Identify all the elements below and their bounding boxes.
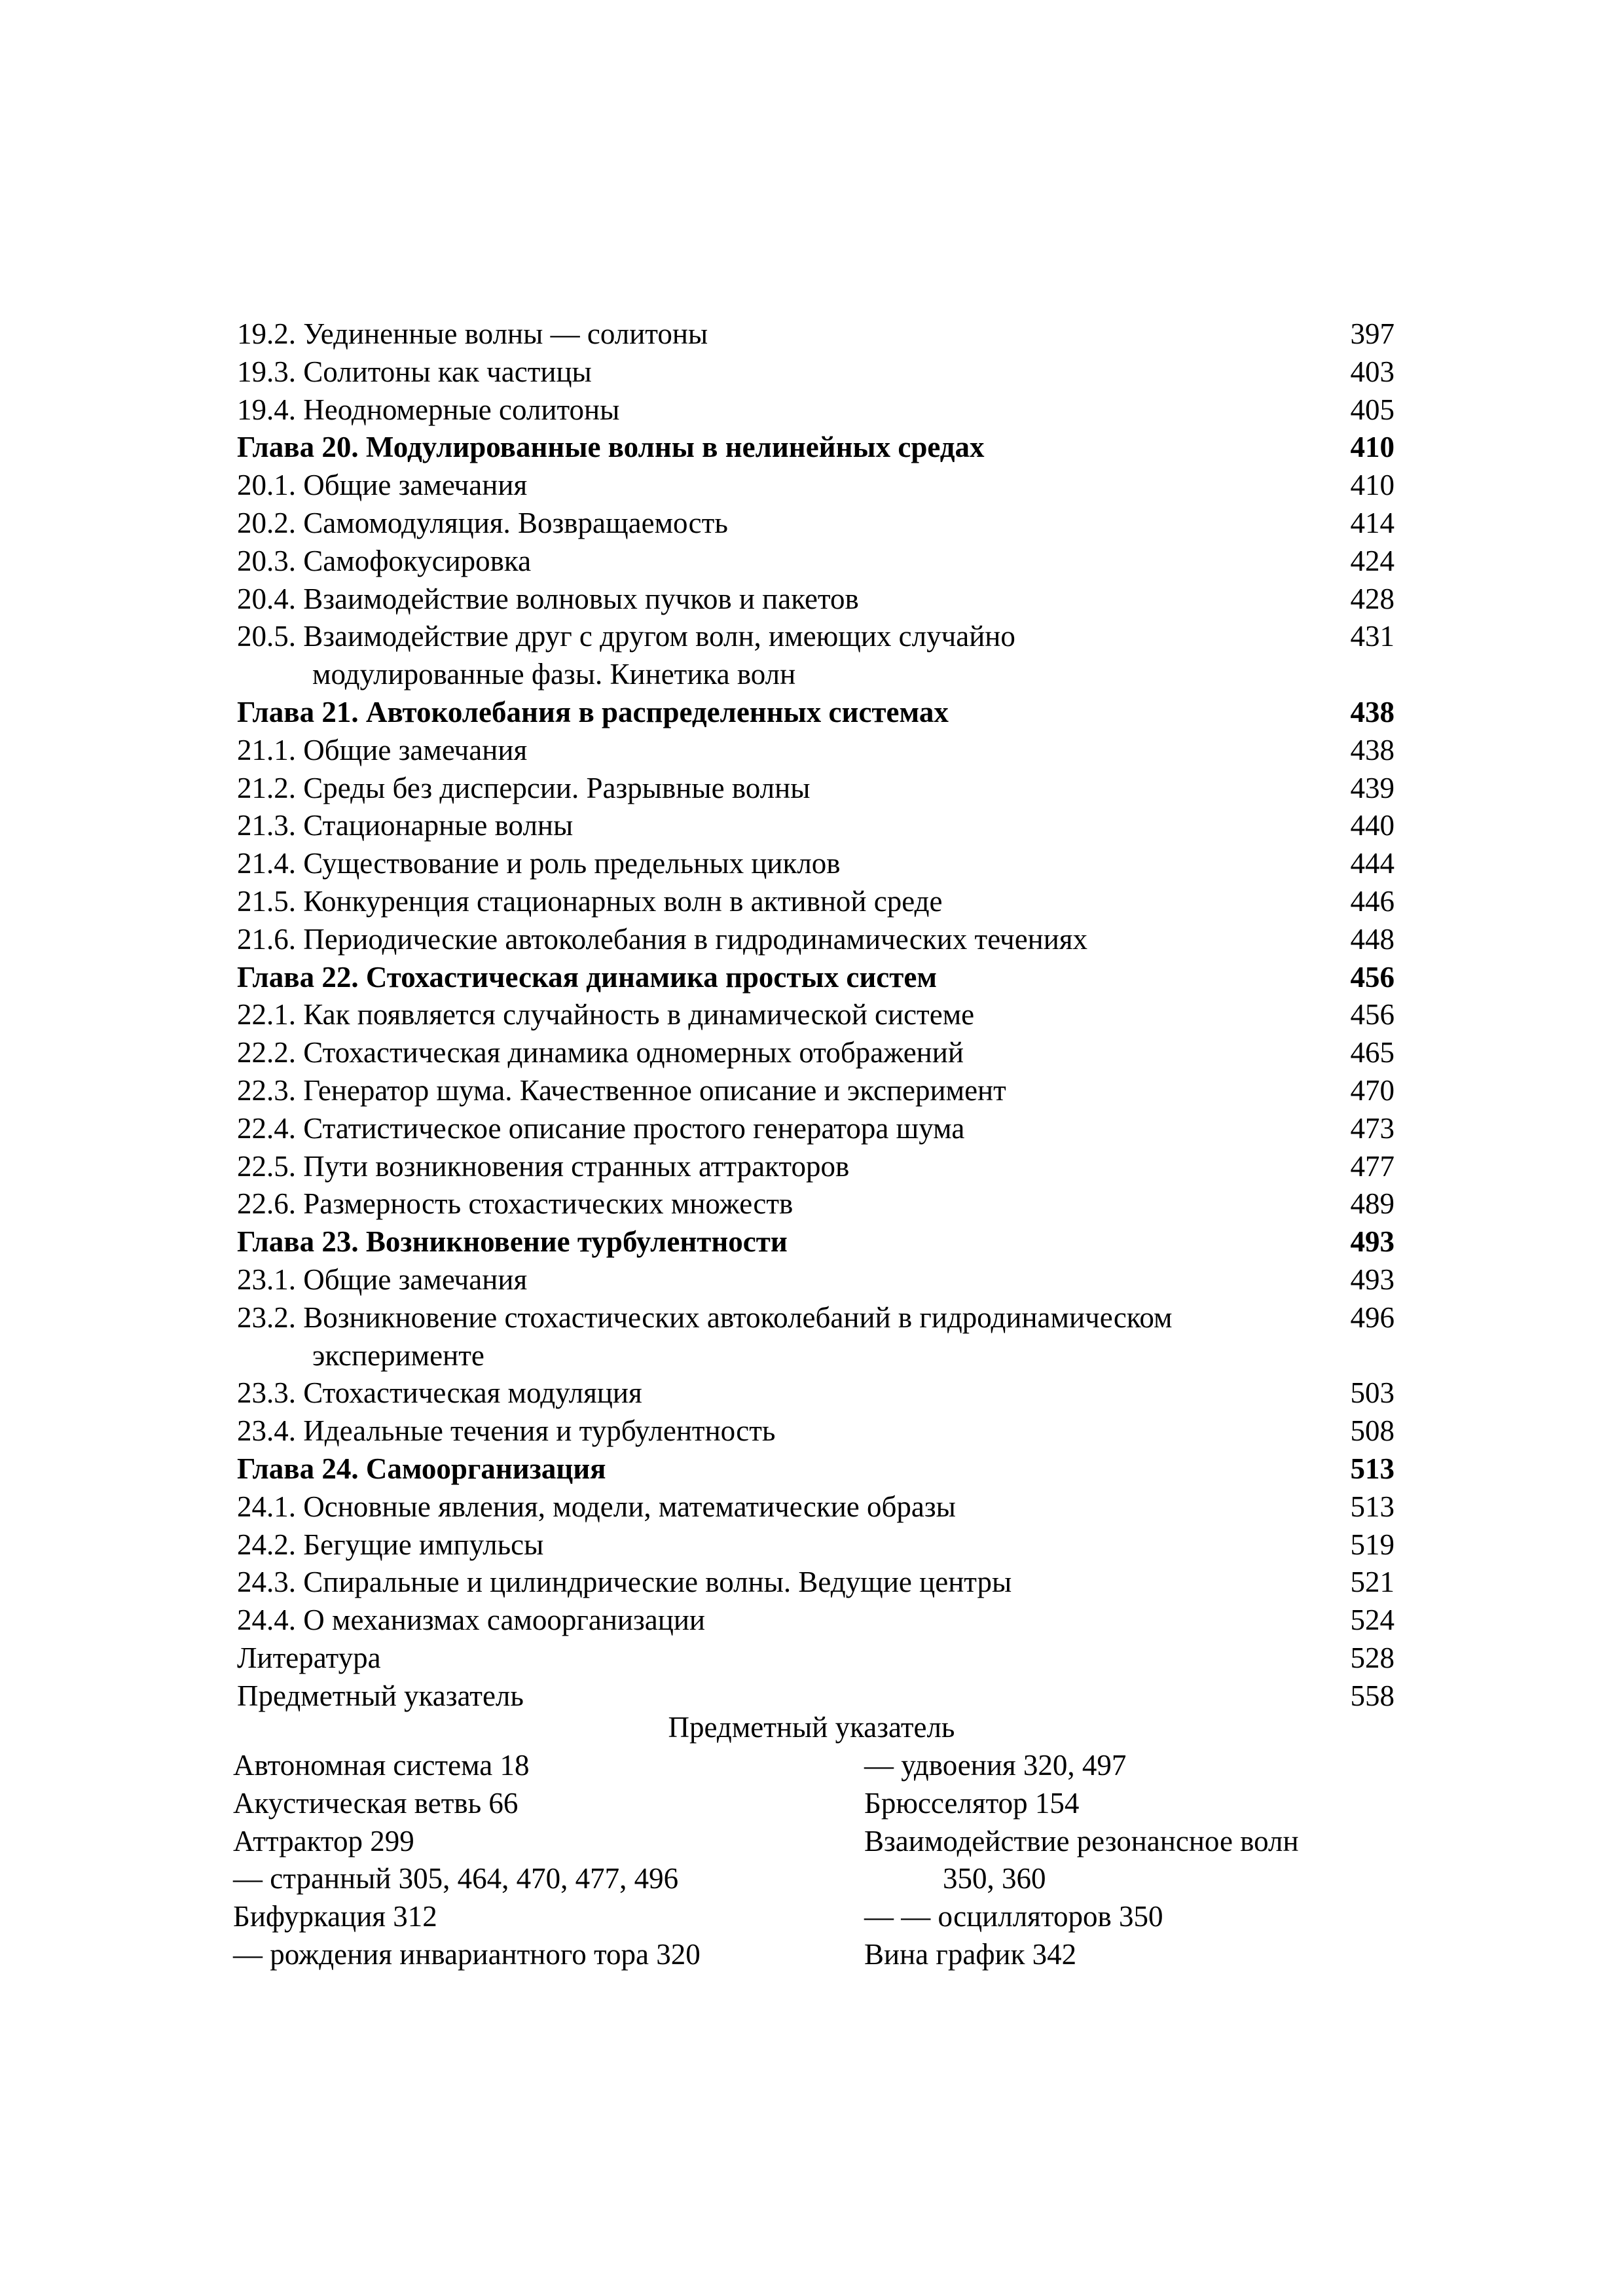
toc-entry-title <box>237 807 1351 845</box>
toc-page-number: 438 <box>1350 733 1395 766</box>
toc-page-number: 439 <box>1350 771 1395 804</box>
toc-entry-number: 24.4. <box>237 1604 296 1637</box>
subject-index-heading: Предметный указатель <box>668 1711 955 1744</box>
toc-entry-number: 21.5. <box>237 884 296 918</box>
toc-entry-number: Глава 24. <box>237 1452 359 1485</box>
toc-section-row <box>237 732 1395 770</box>
toc-entry-text: Конкуренция стационарных волн в активной среде <box>303 884 943 918</box>
toc-page-number: 410 <box>1350 469 1395 502</box>
index-entry <box>864 1898 1388 1936</box>
index-entry-text: Акустическая ветвь 66 <box>233 1786 519 1820</box>
toc-section-row <box>237 1374 1395 1412</box>
toc-entry-number: 20.1. <box>237 469 296 502</box>
toc-entry-title <box>237 391 1351 429</box>
toc-chapter-row <box>237 429 1395 467</box>
toc-chapter-row <box>237 959 1395 997</box>
index-entry <box>233 1936 822 1974</box>
toc-entry-text: О механизмах самоорганизации <box>303 1604 705 1637</box>
toc-entry-number: Глава 20. <box>237 431 359 464</box>
toc-entry-text: Возникновение турбулентности <box>365 1225 788 1259</box>
toc-entry-number: 21.1. <box>237 733 296 766</box>
toc-section-row <box>237 543 1395 581</box>
toc-page-number: 405 <box>1350 393 1395 426</box>
toc-section-row <box>237 1526 1395 1564</box>
toc-section-row <box>237 883 1395 921</box>
toc-entry-title <box>237 1072 1351 1110</box>
toc-entry-text: Спиральные и цилиндрические волны. Ведущие центры <box>303 1566 1012 1599</box>
index-entry-text: Бифуркация 312 <box>233 1900 437 1933</box>
toc-entry-number: 22.1. <box>237 998 296 1031</box>
toc-section-row <box>237 1261 1395 1299</box>
index-entry <box>864 1823 1388 1899</box>
toc-entry-title <box>237 1564 1351 1602</box>
index-entry-text: Брюсселятор 154 <box>864 1786 1080 1820</box>
toc-entry-text: Литература <box>237 1641 381 1674</box>
toc-section-row <box>237 505 1395 543</box>
toc-entry-title <box>237 581 1351 619</box>
toc-page-number: 477 <box>1350 1149 1395 1183</box>
toc-page-number: 448 <box>1350 922 1395 956</box>
toc-entry-number: 24.1. <box>237 1490 296 1523</box>
toc-page-number: 503 <box>1350 1376 1395 1410</box>
toc-section-row <box>237 1034 1395 1072</box>
toc-section-row <box>237 1299 1395 1375</box>
toc-section-row <box>237 1148 1395 1186</box>
toc-entry-number: Глава 21. <box>237 695 359 728</box>
toc-page-number: 513 <box>1350 1452 1395 1485</box>
toc-entry-title <box>237 845 1351 883</box>
toc-section-row <box>237 1640 1395 1677</box>
toc-entry-number: 21.4. <box>237 847 296 880</box>
toc-entry-text: Общие замечания <box>303 733 528 766</box>
toc-entry-number: 23.4. <box>237 1414 296 1448</box>
toc-entry-number: 20.4. <box>237 582 296 615</box>
toc-section-row <box>237 581 1395 619</box>
toc-entry-title <box>237 353 1351 391</box>
toc-page-number: 397 <box>1350 317 1395 350</box>
index-entry-continuation: 350, 360 <box>943 1862 1046 1895</box>
toc-page-number: 558 <box>1350 1679 1395 1712</box>
toc-page-number: 440 <box>1350 809 1395 842</box>
toc-page-number: 496 <box>1350 1300 1395 1334</box>
toc-entry-title <box>237 1034 1351 1072</box>
subject-index-left-column <box>233 1747 822 1974</box>
toc-entry-number: 22.3. <box>237 1073 296 1107</box>
index-entry <box>233 1823 822 1861</box>
toc-entry-number: 23.1. <box>237 1263 296 1296</box>
toc-entry-number: Глава 23. <box>237 1225 359 1259</box>
toc-section-row <box>237 1110 1395 1148</box>
toc-entry-number: 20.3. <box>237 544 296 577</box>
toc-entry-text: Среды без дисперсии. Разрывные волны <box>303 771 811 804</box>
toc-entry-text: Генератор шума. Качественное описание и эксперимент <box>303 1073 1006 1107</box>
toc-entry-number: 22.5. <box>237 1149 296 1183</box>
index-entry <box>233 1860 822 1898</box>
toc-section-row <box>237 807 1395 845</box>
toc-entry-text: Бегущие импульсы <box>303 1528 544 1561</box>
toc-entry-text: Модулированные волны в нелинейных средах <box>365 431 985 464</box>
toc-entry-text: Стохастическая динамика одномерных отображений <box>303 1036 964 1069</box>
toc-entry-title <box>237 996 1351 1034</box>
toc-entry-number: 24.3. <box>237 1566 296 1599</box>
toc-entry-number: Глава 22. <box>237 960 359 994</box>
toc-section-row <box>237 315 1395 353</box>
subject-index-right-column <box>864 1747 1388 1974</box>
toc-entry-text: Солитоны как частицы <box>303 355 592 388</box>
toc-entry-number: 21.6. <box>237 922 296 956</box>
index-entry <box>864 1936 1388 1974</box>
toc-entry-title <box>237 1640 1351 1677</box>
toc-entry-title <box>237 543 1351 581</box>
toc-entry-title <box>237 1261 1351 1299</box>
toc-entry-title <box>237 467 1351 505</box>
toc-entry-text: Стохастическая модуляция <box>303 1376 642 1410</box>
toc-entry-title <box>237 1223 1351 1261</box>
toc-page-number: 410 <box>1350 431 1395 464</box>
toc-entry-number: 21.2. <box>237 771 296 804</box>
toc-section-row <box>237 1412 1395 1450</box>
toc-entry-title <box>237 732 1351 770</box>
toc-page-number: 403 <box>1350 355 1395 388</box>
toc-entry-title <box>237 694 1351 732</box>
index-entry <box>233 1747 822 1785</box>
toc-page-number: 528 <box>1350 1641 1395 1674</box>
toc-section-row <box>237 1602 1395 1640</box>
toc-entry-title <box>237 1602 1351 1640</box>
index-entry-text: Вина график 342 <box>864 1937 1077 1971</box>
toc-entry-title <box>237 770 1351 808</box>
toc-entry-text: Стационарные волны <box>303 809 574 842</box>
toc-section-row <box>237 353 1395 391</box>
toc-entry-number: 19.4. <box>237 393 296 426</box>
toc-page-number: 493 <box>1350 1225 1395 1259</box>
toc-page-number: 444 <box>1350 847 1395 880</box>
toc-entry-continuation: эксперименте <box>312 1338 484 1372</box>
toc-section-row <box>237 845 1395 883</box>
toc-entry-text: Уединенные волны — солитоны <box>303 317 708 350</box>
toc-page-number: 470 <box>1350 1073 1395 1107</box>
toc-section-row <box>237 618 1395 694</box>
toc-entry-title <box>237 1185 1351 1223</box>
toc-entry-text: Общие замечания <box>303 469 528 502</box>
index-entry-text: — рождения инвариантного тора 320 <box>233 1937 701 1971</box>
toc-entry-text: Возникновение стохастических автоколебаний в гидродинамическом <box>303 1300 1173 1334</box>
index-entry <box>864 1747 1388 1785</box>
index-entry-text: Аттрактор 299 <box>233 1824 414 1857</box>
toc-page-number: 428 <box>1350 582 1395 615</box>
toc-entry-text: Самофокусировка <box>303 544 532 577</box>
toc-page-number: 513 <box>1350 1490 1395 1523</box>
toc-entry-title <box>237 429 1351 467</box>
index-entry <box>233 1898 822 1936</box>
toc-entry-title <box>237 1526 1351 1564</box>
toc-entry-text: Существование и роль предельных циклов <box>303 847 841 880</box>
toc-page-number: 456 <box>1350 998 1395 1031</box>
toc-entry-text: Взаимодействие волновых пучков и пакетов <box>303 582 859 615</box>
toc-page-number: 414 <box>1350 506 1395 539</box>
toc-entry-number: 20.2. <box>237 506 296 539</box>
index-entry-text: Автономная система 18 <box>233 1749 530 1782</box>
toc-entry-text: Стохастическая динамика простых систем <box>365 960 937 994</box>
toc-entry-number: 19.3. <box>237 355 296 388</box>
toc-entry-title <box>237 1488 1351 1526</box>
toc-entry-title <box>237 959 1351 997</box>
toc-entry-title <box>237 1450 1351 1488</box>
toc-entry-text: Как появляется случайность в динамической системе <box>303 998 975 1031</box>
toc-entry-number: 23.3. <box>237 1376 296 1410</box>
toc-entry-continuation: модулированные фазы. Кинетика волн <box>312 658 796 691</box>
toc-entry-text: Статистическое описание простого генератора шума <box>303 1111 965 1145</box>
index-entry <box>233 1785 822 1823</box>
toc-chapter-row <box>237 1450 1395 1488</box>
toc-page-number: 431 <box>1350 620 1395 653</box>
toc-page-number: 489 <box>1350 1187 1395 1221</box>
toc-section-row <box>237 1185 1395 1223</box>
toc-entry-number: 22.2. <box>237 1036 296 1069</box>
toc-entry-text: Пути возникновения странных аттракторов <box>303 1149 850 1183</box>
toc-entry-title <box>237 505 1351 543</box>
toc-section-row <box>237 1488 1395 1526</box>
toc-entry-number: 20.5. <box>237 620 296 653</box>
toc-section-row <box>237 996 1395 1034</box>
toc-entry-title <box>237 1110 1351 1148</box>
toc-entry-text: Размерность стохастических множеств <box>303 1187 793 1221</box>
index-entry <box>864 1785 1388 1823</box>
toc-entry-title <box>237 921 1351 959</box>
toc-entry-text: Идеальные течения и турбулентность <box>303 1414 776 1448</box>
toc-section-row <box>237 1564 1395 1602</box>
toc-section-row <box>237 467 1395 505</box>
toc-entry-title <box>237 315 1351 353</box>
toc-entry-title <box>237 1374 1351 1412</box>
toc-section-row <box>237 1072 1395 1110</box>
toc-page-number: 524 <box>1350 1604 1395 1637</box>
toc-page-number: 519 <box>1350 1528 1395 1561</box>
toc-page-number: 438 <box>1350 695 1395 728</box>
toc-chapter-row <box>237 1223 1395 1261</box>
toc-entry-text: Самомодуляция. Возвращаемость <box>303 506 728 539</box>
toc-entry-text: Периодические автоколебания в гидродинамических течениях <box>303 922 1088 956</box>
toc-entry-text: Общие замечания <box>303 1263 528 1296</box>
toc-entry-title <box>237 1148 1351 1186</box>
toc-page-number: 465 <box>1350 1036 1395 1069</box>
toc-page-number: 493 <box>1350 1263 1395 1296</box>
toc-entry-title <box>237 883 1351 921</box>
toc-entry-number: 23.2. <box>237 1300 296 1334</box>
toc-entry-title <box>237 618 1351 694</box>
toc-chapter-row <box>237 694 1395 732</box>
toc-page-number: 424 <box>1350 544 1395 577</box>
toc-section-row <box>237 921 1395 959</box>
index-entry-text: — странный 305, 464, 470, 477, 496 <box>233 1862 679 1895</box>
toc-entry-text: Основные явления, модели, математические образы <box>303 1490 956 1523</box>
toc-entry-title <box>237 1299 1351 1375</box>
index-entry-text: — удвоения 320, 497 <box>864 1749 1127 1782</box>
toc-entry-text: Неодномерные солитоны <box>303 393 620 426</box>
toc-page-number: 456 <box>1350 960 1395 994</box>
index-entry-text: Взаимодействие резонансное волн <box>864 1824 1299 1857</box>
toc-entry-text: Взаимодействие друг с другом волн, имеющих случайно <box>303 620 1015 653</box>
index-entry-text: — — осцилляторов 350 <box>864 1900 1163 1933</box>
toc-entry-number: 22.4. <box>237 1111 296 1145</box>
toc-entry-number: 21.3. <box>237 809 296 842</box>
toc-entry-text: Самоорганизация <box>365 1452 606 1485</box>
toc-section-row <box>237 391 1395 429</box>
toc-entry-text: Автоколебания в распределенных системах <box>365 695 949 728</box>
toc-entry-number: 19.2. <box>237 317 296 350</box>
toc-entry-text: Предметный указатель <box>237 1679 524 1712</box>
toc-page-number: 508 <box>1350 1414 1395 1448</box>
toc-entry-number: 24.2. <box>237 1528 296 1561</box>
toc-page-number: 521 <box>1350 1566 1395 1599</box>
toc-page-number: 446 <box>1350 884 1395 918</box>
toc-page-number: 473 <box>1350 1111 1395 1145</box>
toc-entry-title <box>237 1412 1351 1450</box>
toc-entry-number: 22.6. <box>237 1187 296 1221</box>
toc-section-row <box>237 770 1395 808</box>
table-of-contents <box>237 315 1395 1715</box>
